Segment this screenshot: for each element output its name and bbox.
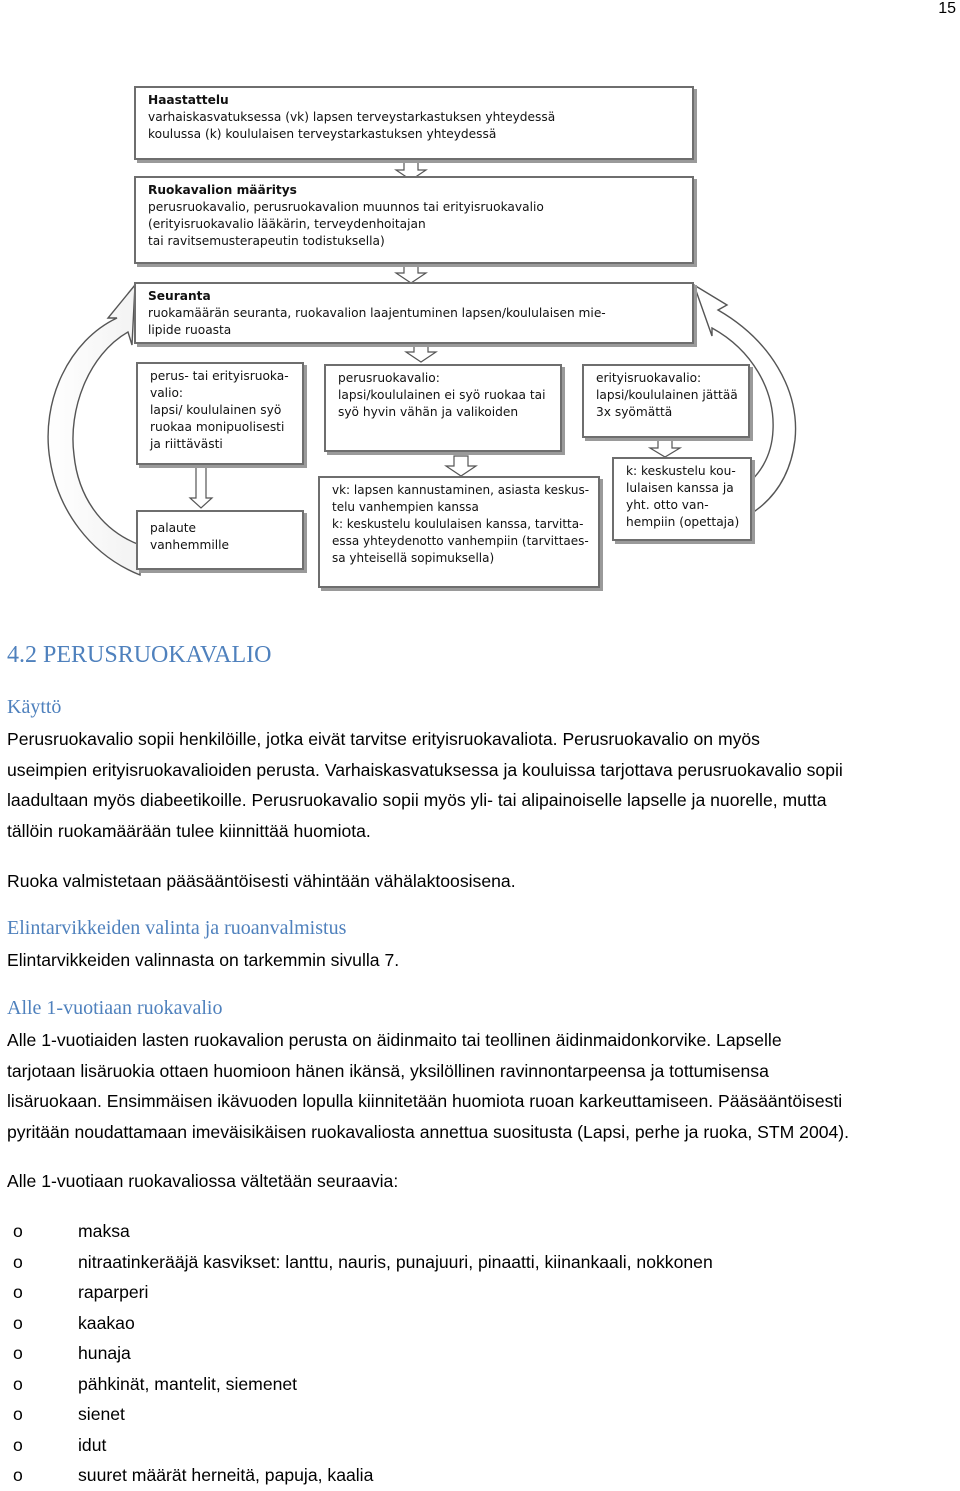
box-seuranta xyxy=(134,282,694,344)
box-left-line: perus- tai erityisruoka- xyxy=(150,369,289,383)
box-left-line: valio: xyxy=(150,386,184,400)
box-right xyxy=(582,364,750,438)
text-line: useimpien erityisruokavalioiden perusta. Varhaiskasvatuksessa ja kouluissa tarjottava perusruokavalio sopii xyxy=(7,759,843,780)
box-maaritys xyxy=(134,176,694,264)
box-right-line: 3x syömättä xyxy=(596,405,673,419)
list-item-text: hunaja xyxy=(78,1343,131,1363)
page-number: 15 xyxy=(938,0,956,17)
alle1-heading: Alle 1-vuotiaan ruokavalio xyxy=(7,997,223,1019)
text-line: Alle 1-vuotiaiden lasten ruokavalion perusta on äidinmaito tai teollinen äidinmaidonkorvike. Lapselle xyxy=(7,1030,782,1050)
section-title: 4.2 PERUSRUOKAVALIO xyxy=(7,642,272,668)
bullet-icon: o xyxy=(13,1282,23,1302)
text-line: tällöin ruokamäärään tulee kiinnittää huomiota. xyxy=(7,820,371,841)
box-maaritys-line: (erityisruokavalio lääkärin, terveydenhoitajan xyxy=(148,217,426,231)
box-k-line: k: keskustelu kou- xyxy=(626,464,736,478)
box-middle xyxy=(324,364,562,452)
box-k-line: hempiin (opettaja) xyxy=(626,515,740,529)
text-line: lisäruokaan. Ensimmäisen ikävuoden lopulla kiinnitetään huomiota ruoan karkeuttamiseen. Pääsääntöisesti xyxy=(7,1091,843,1111)
box-seuranta-line: ruokamäärän seuranta, ruokavalion laajentuminen lapsen/koululaisen mie- xyxy=(148,306,606,320)
box-vk-line: essa yhteydenotto vanhempiin (tarvittaes- xyxy=(332,534,589,548)
box-left-line: ruokaa monipuolisesti xyxy=(150,420,285,434)
box-seuranta-title: Seuranta xyxy=(148,289,211,303)
kaytto-paragraph xyxy=(7,724,959,846)
bullet-icon: o xyxy=(13,1404,23,1424)
box-seuranta-line: lipide ruoasta xyxy=(148,323,232,337)
box-right-line: erityisruokavalio: xyxy=(596,371,702,385)
box-vk-line: vk: lapsen kannustaminen, asiasta keskus- xyxy=(332,483,590,497)
flow-diagram xyxy=(0,0,960,600)
box-left-line: ja riittävästi xyxy=(150,437,223,451)
box-k xyxy=(612,457,752,541)
list-item-text: pähkinät, mantelit, siemenet xyxy=(78,1373,298,1394)
box-maaritys-title: Ruokavalion määritys xyxy=(148,183,297,197)
bullet-icon: o xyxy=(13,1373,23,1394)
box-haastattelu-line: koulussa (k) koululaisen terveystarkastuksen yhteydessä xyxy=(148,127,497,141)
alle1-paragraph xyxy=(7,1025,959,1147)
text-line: tarjotaan lisäruokia ottaen huomioon hänen ikänsä, yksilöllinen ravinnontarpeensa ja tottumisensa xyxy=(7,1060,769,1081)
bullet-icon: o xyxy=(13,1312,23,1333)
box-vk-line: k: keskustelu koululaisen kanssa, tarvitta- xyxy=(332,517,584,531)
text-line: pyritään noudattamaan imeväisikäisen ruokavaliosta annettua suositusta (Lapsi, perhe ja ruoka, STM 2004). xyxy=(7,1121,850,1142)
box-middle-line: perusruokavalio: xyxy=(338,371,440,385)
box-left-line: lapsi/ koululainen syö xyxy=(150,403,282,417)
bullet-icon: o xyxy=(13,1251,23,1272)
list-item-text: sienet xyxy=(78,1404,125,1424)
box-palaute-line: vanhemmille xyxy=(150,538,230,552)
box-k-line: yht. otto van- xyxy=(626,498,709,512)
box-maaritys-line: tai ravitsemusterapeutin todistuksella) xyxy=(148,234,385,248)
list-item-text: nitraatinkerääjä kasvikset: lanttu, nauris, punajuuri, pinaatti, kiinankaali, nokkonen xyxy=(78,1251,713,1272)
box-middle-line: lapsi/koululainen ei syö ruokaa tai xyxy=(338,388,546,402)
list-item-text: idut xyxy=(78,1434,107,1455)
avoid-intro: Alle 1-vuotiaan ruokavaliossa vältetään seuraavia: xyxy=(7,1171,399,1191)
text-line: laadultaan myös diabeetikoille. Perusruokavalio sopii myös yli- tai alipainoiselle lapselle ja nuorelle, mutta xyxy=(7,790,827,810)
box-palaute xyxy=(136,510,304,570)
bullet-icon: o xyxy=(13,1434,23,1455)
list-item-text: suuret määrät herneitä, papuja, kaalia xyxy=(78,1465,374,1485)
box-palaute-line: palaute xyxy=(150,521,197,535)
box-middle-line: syö hyvin vähän ja valikoiden xyxy=(338,405,519,419)
text-line: Perusruokavalio sopii henkilöille, jotka eivät tarvitse erityisruokavaliota. Perusruokavalio on myös xyxy=(7,729,760,749)
box-k-line: lulaisen kanssa ja xyxy=(626,481,734,495)
box-haastattelu-line: varhaiskasvatuksessa (vk) lapsen terveystarkastuksen yhteydessä xyxy=(148,110,556,124)
lactose-paragraph: Ruoka valmistetaan pääsääntöisesti vähintään vähälaktoosisena. xyxy=(7,871,516,891)
box-left xyxy=(136,362,304,465)
box-haastattelu xyxy=(134,86,694,160)
elintarvikkeet-paragraph: Elintarvikkeiden valinnasta on tarkemmin sivulla 7. xyxy=(7,950,400,970)
left-curved-arrow xyxy=(48,285,140,575)
box-vk-line: telu vanhempien kanssa xyxy=(332,500,479,514)
bullet-icon: o xyxy=(13,1465,23,1485)
down-arrow-5 xyxy=(650,440,680,457)
bullet-icon: o xyxy=(13,1343,23,1363)
list-item-text: maksa xyxy=(78,1221,130,1241)
down-arrow-3 xyxy=(406,343,436,362)
box-vk-line: sa yhteisellä sopimuksella) xyxy=(332,551,495,565)
down-arrow-4 xyxy=(446,456,476,476)
down-arrow-2 xyxy=(396,264,426,283)
box-maaritys-line: perusruokavalio, perusruokavalion muunnos tai erityisruokavalio xyxy=(148,200,544,214)
list-item-text: raparperi xyxy=(78,1282,149,1302)
box-right-line: lapsi/koululainen jättää xyxy=(596,388,738,402)
box-vk xyxy=(318,476,600,588)
list-item-text: kaakao xyxy=(78,1312,135,1333)
elintarvikkeet-heading: Elintarvikkeiden valinta ja ruoanvalmistus xyxy=(7,917,347,939)
left-down-arrow xyxy=(190,465,212,508)
box-haastattelu-title: Haastattelu xyxy=(148,93,229,107)
kaytto-heading: Käyttö xyxy=(7,696,62,718)
bullet-icon: o xyxy=(13,1221,23,1241)
